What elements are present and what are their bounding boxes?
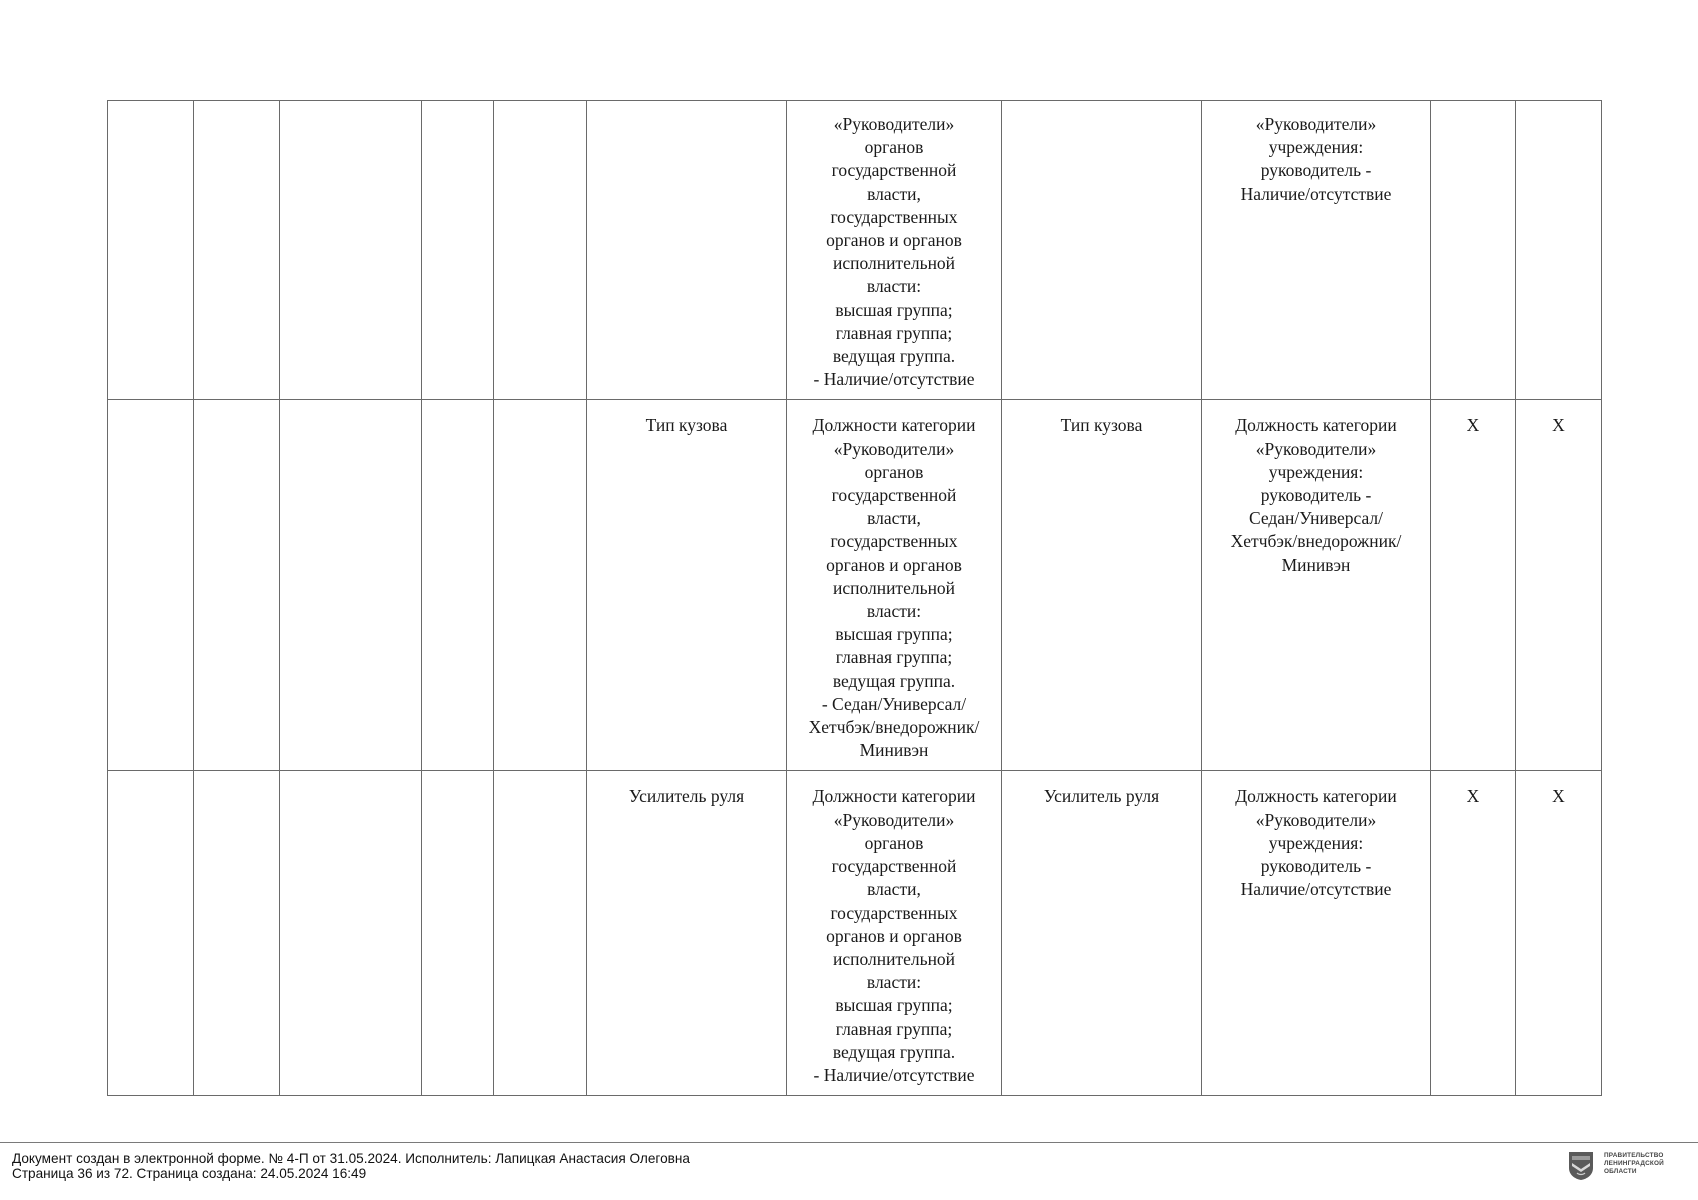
table-cell [194, 400, 280, 771]
table-cell [494, 400, 587, 771]
table-cell [422, 771, 494, 1096]
table-cell [494, 771, 587, 1096]
table-cell [108, 771, 194, 1096]
table-cell: X [1516, 771, 1602, 1096]
table-cell: X [1431, 771, 1516, 1096]
table-cell: Усилитель руля [587, 771, 787, 1096]
government-emblem [1568, 1151, 1696, 1183]
table-cell: X [1431, 400, 1516, 771]
table-cell: Должность категории «Руководители» учреждения: руководитель - Наличие/отсутствие [1202, 771, 1431, 1096]
table-cell [194, 771, 280, 1096]
table-cell [194, 101, 280, 400]
table-cell: Тип кузова [1002, 400, 1202, 771]
table-cell [280, 101, 422, 400]
table-cell [108, 400, 194, 771]
table-row [108, 400, 1602, 771]
table-cell [280, 400, 422, 771]
footer-divider [0, 1142, 1698, 1143]
table-cell: Должности категории «Руководители» органов государственной власти, государственных органов и органов исполнительной власти: высшая группа; главная группа; ведущая группа. - Седан/Универсал/ Хетчбэк/внедорожник/ Минивэн [787, 400, 1002, 771]
table-cell: Должность категории «Руководители» учреждения: руководитель - Седан/Универсал/ Хетчбэк/внедорожник/ Минивэн [1202, 400, 1431, 771]
table-row [108, 771, 1602, 1096]
table-cell [1002, 101, 1202, 400]
table-cell [494, 101, 587, 400]
table-cell [1431, 101, 1516, 400]
emblem-line: ЛЕНИНГРАДСКОЙ [1604, 1160, 1664, 1167]
table-cell [587, 101, 787, 400]
table-cell [422, 400, 494, 771]
table-cell: X [1516, 400, 1602, 771]
footer-page-info: Страница 36 из 72. Страница создана: 24.05.2024 16:49 [12, 1166, 367, 1181]
footer-document-info: Документ создан в электронной форме. № 4-П от 31.05.2024. Исполнитель: Лапицкая Анастасия Олеговна [12, 1151, 690, 1166]
emblem-caption [1604, 1152, 1664, 1176]
table-cell: Тип кузова [587, 400, 787, 771]
emblem-line: ОБЛАСТИ [1604, 1168, 1637, 1175]
emblem-line: ПРАВИТЕЛЬСТВО [1604, 1152, 1664, 1159]
coat-of-arms-icon [1568, 1151, 1594, 1181]
table-cell [1516, 101, 1602, 400]
table-cell: «Руководители» органов государственной власти, государственных органов и органов исполнительной власти: высшая группа; главная группа; ведущая группа. - Наличие/отсутствие [787, 101, 1002, 400]
document-footer [12, 1151, 690, 1181]
table-row [108, 101, 1602, 400]
table-cell: «Руководители» учреждения: руководитель - Наличие/отсутствие [1202, 101, 1431, 400]
table-cell [422, 101, 494, 400]
requirements-table [107, 100, 1602, 1096]
table-cell [108, 101, 194, 400]
table-cell [280, 771, 422, 1096]
table-cell: Должности категории «Руководители» органов государственной власти, государственных органов и органов исполнительной власти: высшая группа; главная группа; ведущая группа. - Наличие/отсутствие [787, 771, 1002, 1096]
table-cell: Усилитель руля [1002, 771, 1202, 1096]
